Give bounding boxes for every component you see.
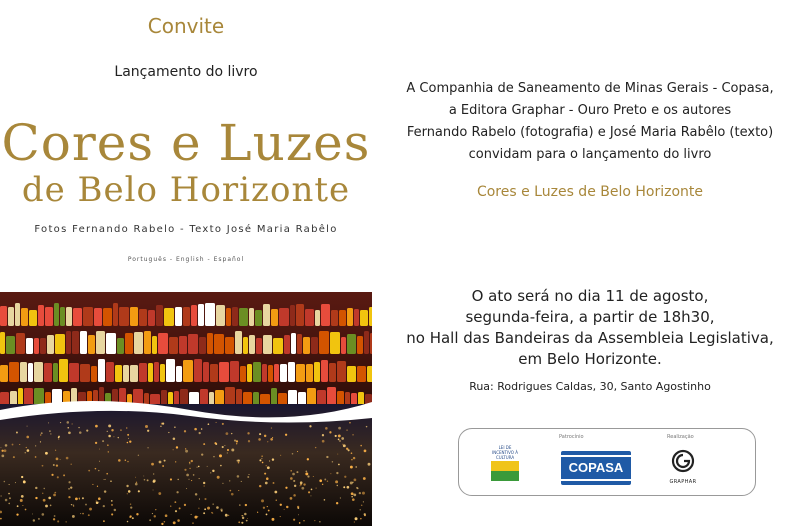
graphar-spiral-icon [671,449,695,473]
copasa-logo [561,451,631,485]
sponsor-logos [458,428,756,496]
book-title-text: Cores e Luzes de Belo Horizonte [476,184,704,200]
event-line: no Hall das Bandeiras da Assembleia Legislativa, [406,329,774,347]
event-address: Rua: Rodrigues Caldas, 30, Santo Agostinho [469,380,711,393]
realizacao-label: Realização [667,434,694,440]
mg-flag-icon [489,459,521,483]
event-line: em Belo Horizonte. [518,350,662,368]
intro-line: a Editora Graphar - Ouro Preto e os autores [448,103,732,118]
graphar-logo-text: GRAPHAR [669,479,697,485]
event-details [400,286,780,393]
mg-logo-text: LEI DE INCENTIVO À CULTURA [492,445,518,460]
intro-line: Fernando Rabelo (fotografia) e José Maria Rabêlo (texto) [406,125,774,140]
launch-subheading: Lançamento do livro [114,64,258,80]
book-languages: Português - English - Español [127,256,245,263]
event-line: O ato será no dia 11 de agosto, [471,287,709,305]
book-credits: Fotos Fernando Rabelo - Texto José Maria Rabêlo [34,224,338,235]
invitation-text [400,78,780,200]
patrocinio-label: Patrocínio [559,434,584,440]
book-title-line1: Cores e Luzes [1,114,371,172]
invitation-heading: Convite [147,14,225,38]
graphar-logo [665,449,701,489]
copasa-logo-text: COPASA [568,460,624,475]
book-title-line2: de Belo Horizonte [21,170,351,210]
cover-photo [0,292,372,526]
intro-line: A Companhia de Saneamento de Minas Gerais - Copasa, [406,81,774,96]
intro-line: convidam para o lançamento do livro [468,147,712,162]
cover-photo-illustration [0,292,372,526]
book-cover-title [0,116,372,210]
minas-gerais-culture-logo [489,445,521,483]
event-line: segunda-feira, a partir de 18h30, [465,308,715,326]
